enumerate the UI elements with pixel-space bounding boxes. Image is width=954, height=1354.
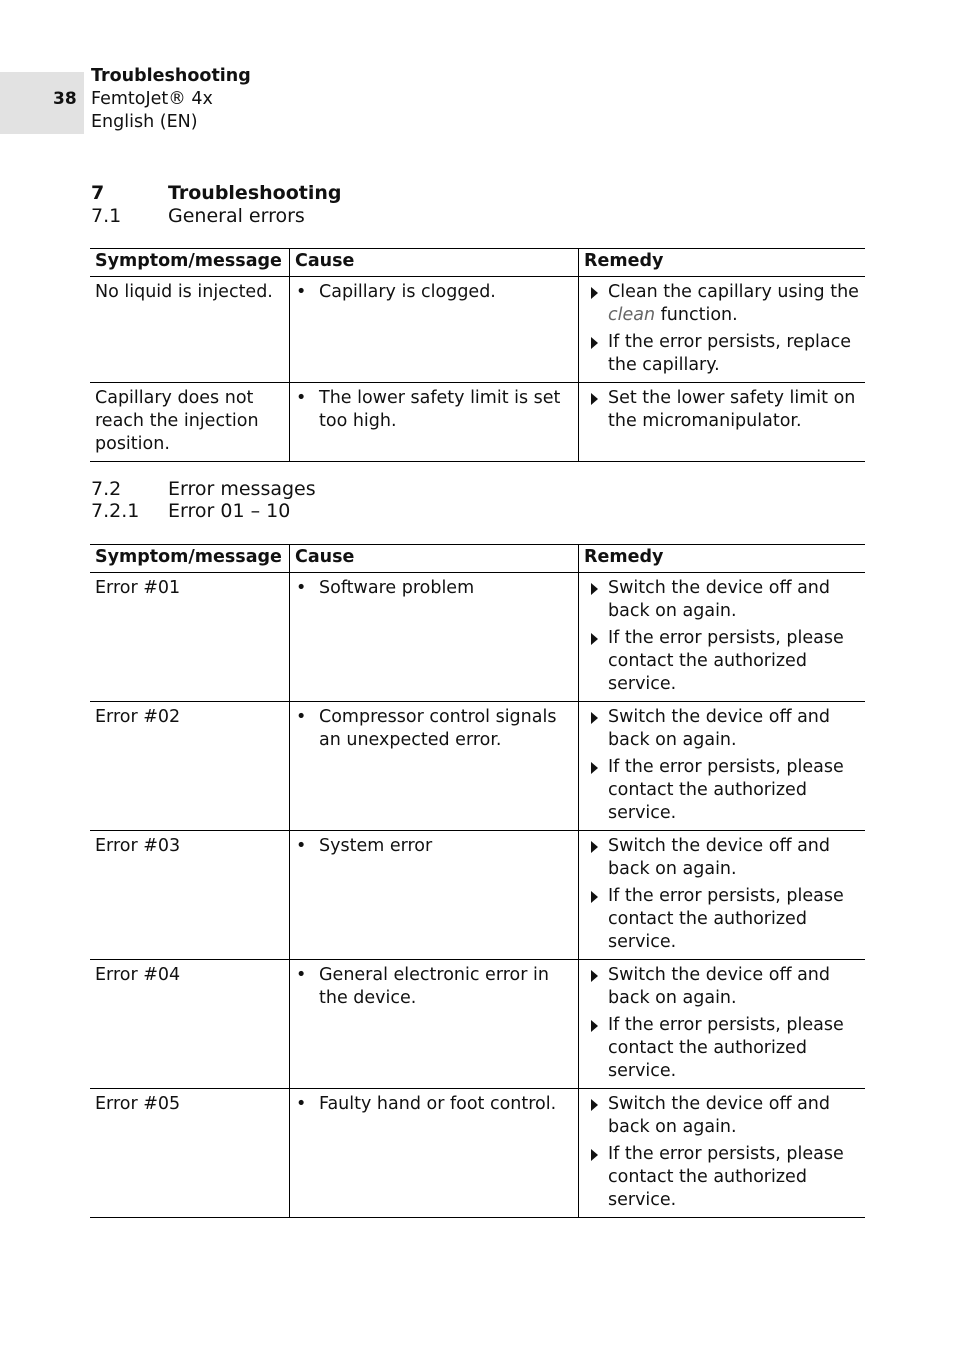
column-header-remedy: Remedy [579, 545, 866, 573]
table-row [90, 702, 865, 831]
general-errors-table [90, 248, 865, 462]
remedy-item [584, 885, 860, 954]
remedy-text: If the error persists, please contact the authorized service. [608, 886, 844, 952]
remedy-text: Switch the device off and back on again. [608, 707, 830, 750]
cause-text: The lower safety limit is set too high. [319, 388, 561, 431]
cause-cell [290, 960, 579, 1089]
remedy-item [584, 627, 860, 696]
arrow-right-icon [591, 287, 598, 299]
arrow-right-icon [591, 891, 598, 903]
table-row [90, 277, 865, 383]
error-messages-table [90, 544, 865, 1218]
arrow-right-icon [591, 1149, 598, 1161]
arrow-right-icon [591, 633, 598, 645]
remedy-text: If the error persists, please contact the authorized service. [608, 1144, 844, 1210]
bullet-icon: • [296, 836, 307, 856]
section-title: Troubleshooting [168, 182, 342, 204]
symptom-cell: No liquid is injected. [90, 277, 290, 383]
remedy-cell [579, 383, 866, 462]
section-title: General errors [168, 205, 305, 227]
section-heading-7 [91, 182, 342, 205]
table-header-row [90, 249, 865, 277]
arrow-right-icon [591, 762, 598, 774]
table-row [90, 1089, 865, 1218]
remedy-text: Switch the device off and back on again. [608, 1094, 830, 1137]
remedy-cell [579, 831, 866, 960]
remedy-item [584, 331, 860, 377]
bullet-icon: • [296, 965, 307, 985]
bullet-icon: • [296, 707, 307, 727]
section-title: Error 01 – 10 [168, 500, 291, 522]
remedy-cell [579, 573, 866, 702]
cause-text: Capillary is clogged. [319, 282, 496, 302]
cause-text: System error [319, 836, 433, 856]
bullet-icon: • [296, 282, 307, 302]
running-header [91, 65, 251, 134]
section-heading-7-1 [91, 205, 305, 228]
bullet-icon: • [296, 1094, 307, 1114]
section-number: 7.2 [91, 478, 122, 500]
section-heading-7-2 [91, 478, 316, 501]
remedy-text: Clean the capillary using the [608, 282, 859, 302]
symptom-cell: Error #01 [90, 573, 290, 702]
table-header-row [90, 545, 865, 573]
section-number: 7.2.1 [91, 500, 140, 522]
symptom-cell: Error #04 [90, 960, 290, 1089]
remedy-item [584, 281, 860, 327]
bullet-icon: • [296, 578, 307, 598]
remedy-item [584, 706, 860, 752]
remedy-item [584, 577, 860, 623]
remedy-item [584, 1014, 860, 1083]
header-language: English (EN) [91, 112, 198, 132]
column-header-symptom: Symptom/message [90, 545, 290, 573]
arrow-right-icon [591, 583, 598, 595]
column-header-cause: Cause [290, 249, 579, 277]
remedy-text: Switch the device off and back on again. [608, 578, 830, 621]
section-heading-7-2-1 [91, 500, 290, 523]
remedy-item [584, 964, 860, 1010]
remedy-cell [579, 960, 866, 1089]
symptom-cell: Error #05 [90, 1089, 290, 1218]
remedy-text: If the error persists, replace the capillary. [608, 332, 852, 375]
section-title: Error messages [168, 478, 316, 500]
table-row [90, 573, 865, 702]
cause-item [295, 387, 573, 433]
column-header-symptom: Symptom/message [90, 249, 290, 277]
cause-item [295, 706, 573, 752]
arrow-right-icon [591, 841, 598, 853]
symptom-cell: Error #03 [90, 831, 290, 960]
symptom-cell: Capillary does not reach the injection position. [90, 383, 290, 462]
remedy-text: If the error persists, please contact the authorized service. [608, 757, 844, 823]
cause-cell [290, 831, 579, 960]
cause-item [295, 1093, 573, 1116]
remedy-text: Set the lower safety limit on the micromanipulator. [608, 388, 856, 431]
symptom-cell: Error #02 [90, 702, 290, 831]
cause-cell [290, 383, 579, 462]
header-product: FemtoJet® 4x [91, 89, 213, 109]
remedy-text: If the error persists, please contact the authorized service. [608, 1015, 844, 1081]
table-row [90, 960, 865, 1089]
remedy-cell [579, 277, 866, 383]
arrow-right-icon [591, 337, 598, 349]
table-row [90, 383, 865, 462]
remedy-text: Switch the device off and back on again. [608, 965, 830, 1008]
column-header-cause: Cause [290, 545, 579, 573]
cause-text: Faulty hand or foot control. [319, 1094, 557, 1114]
cause-item [295, 964, 573, 1010]
cause-item [295, 281, 573, 304]
cause-cell [290, 573, 579, 702]
cause-item [295, 577, 573, 600]
remedy-text: Switch the device off and back on again. [608, 836, 830, 879]
cause-cell [290, 1089, 579, 1218]
remedy-item [584, 756, 860, 825]
page-number: 38 [53, 89, 77, 109]
remedy-text-end: function. [655, 305, 738, 325]
remedy-item [584, 387, 860, 433]
remedy-text: If the error persists, please contact the authorized service. [608, 628, 844, 694]
cause-text: General electronic error in the device. [319, 965, 549, 1008]
remedy-cell [579, 702, 866, 831]
cause-item [295, 835, 573, 858]
remedy-item [584, 835, 860, 881]
column-header-remedy: Remedy [579, 249, 866, 277]
table-row [90, 831, 865, 960]
bullet-icon: • [296, 388, 307, 408]
cause-text: Software problem [319, 578, 475, 598]
remedy-cell [579, 1089, 866, 1218]
arrow-right-icon [591, 970, 598, 982]
remedy-function-name: clean [608, 305, 656, 325]
cause-text: Compressor control signals an unexpected error. [319, 707, 557, 750]
header-title: Troubleshooting [91, 66, 251, 86]
cause-cell [290, 702, 579, 831]
remedy-item [584, 1143, 860, 1212]
cause-cell [290, 277, 579, 383]
arrow-right-icon [591, 1020, 598, 1032]
arrow-right-icon [591, 1099, 598, 1111]
section-number: 7.1 [91, 205, 122, 227]
section-number: 7 [91, 182, 105, 204]
arrow-right-icon [591, 393, 598, 405]
arrow-right-icon [591, 712, 598, 724]
remedy-item [584, 1093, 860, 1139]
